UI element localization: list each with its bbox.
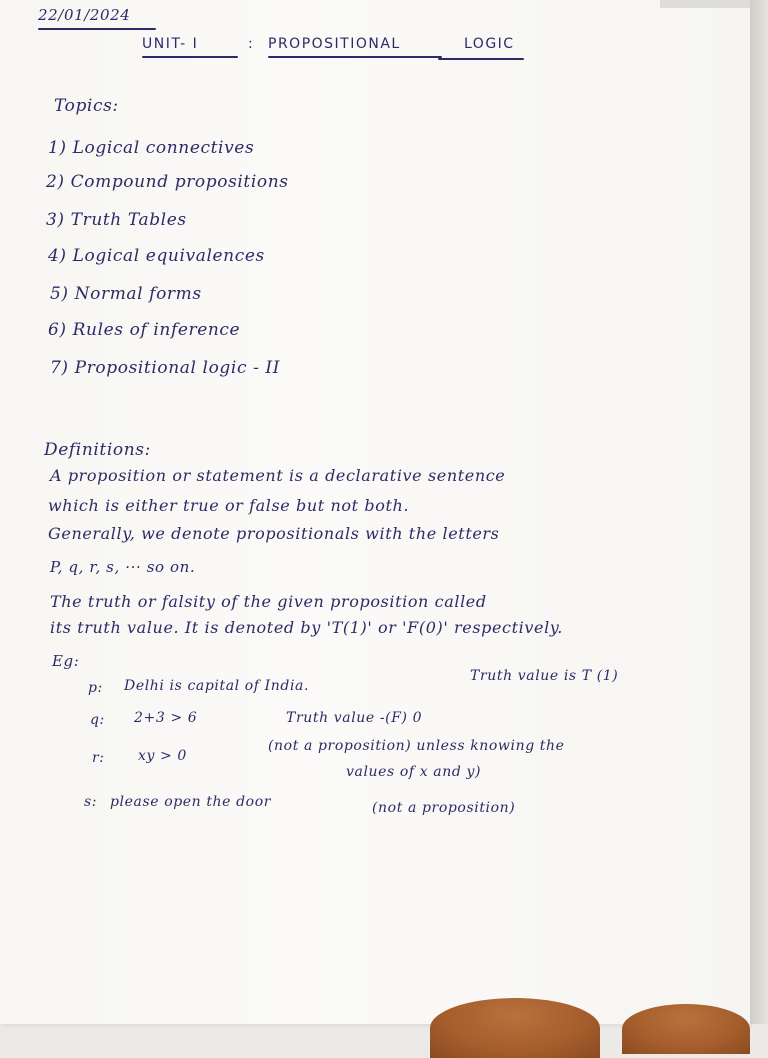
example-q-note: Truth value -(F) 0 xyxy=(286,710,423,726)
title-unit-underline xyxy=(142,56,238,58)
topic-item: 6) Rules of inference xyxy=(48,320,241,340)
title-word-logic: LOGIC xyxy=(464,36,515,52)
example-p-label: p: xyxy=(88,680,103,696)
example-s-note: (not a proposition) xyxy=(372,800,516,816)
title-unit: UNIT- I xyxy=(142,36,199,52)
topic-item: 4) Logical equivalences xyxy=(48,246,265,266)
example-p-note: Truth value is T (1) xyxy=(470,668,619,684)
definition-line: which is either true or false but not both. xyxy=(48,496,410,515)
definition-line: P, q, r, s, ··· so on. xyxy=(50,558,196,576)
topic-item: 1) Logical connectives xyxy=(48,138,255,158)
finger-holding-page xyxy=(430,998,600,1058)
page-edge-shadow xyxy=(750,0,768,1024)
definition-line: The truth or falsity of the given proposition called xyxy=(50,592,487,611)
title-word-logic-underline xyxy=(438,58,524,60)
definitions-heading: Definitions: xyxy=(44,440,151,460)
topic-item: 2) Compound propositions xyxy=(46,172,289,192)
topic-item: 5) Normal forms xyxy=(50,284,202,304)
example-r-note: (not a proposition) unless knowing the xyxy=(268,738,565,754)
example-r-text: xy > 0 xyxy=(138,748,187,764)
example-s-text: please open the door xyxy=(110,794,272,810)
example-p-text: Delhi is capital of India. xyxy=(124,678,310,694)
example-q-label: q: xyxy=(90,712,105,728)
topics-heading: Topics: xyxy=(54,96,119,116)
example-s-label: s: xyxy=(84,794,98,810)
finger-holding-page xyxy=(622,1004,750,1054)
example-r-note-continued: values of x and y) xyxy=(346,764,482,780)
title-word-propositional-underline xyxy=(268,56,442,58)
date-underline xyxy=(38,28,156,30)
definition-line: Generally, we denote propositionals with the letters xyxy=(48,524,500,543)
definition-line: A proposition or statement is a declarative sentence xyxy=(50,466,506,485)
topic-item: 7) Propositional logic - II xyxy=(50,358,281,378)
definition-line: its truth value. It is denoted by 'T(1)' or 'F(0)' respectively. xyxy=(50,618,563,637)
title-separator: : xyxy=(248,36,255,52)
title-word-propositional: PROPOSITIONAL xyxy=(268,36,401,52)
example-q-text: 2+3 > 6 xyxy=(134,710,198,726)
example-r-label: r: xyxy=(92,750,105,766)
examples-heading: Eg: xyxy=(52,652,80,670)
date-text: 22/01/2024 xyxy=(38,6,131,24)
page-corner-shadow xyxy=(660,0,750,8)
topic-item: 3) Truth Tables xyxy=(46,210,187,230)
